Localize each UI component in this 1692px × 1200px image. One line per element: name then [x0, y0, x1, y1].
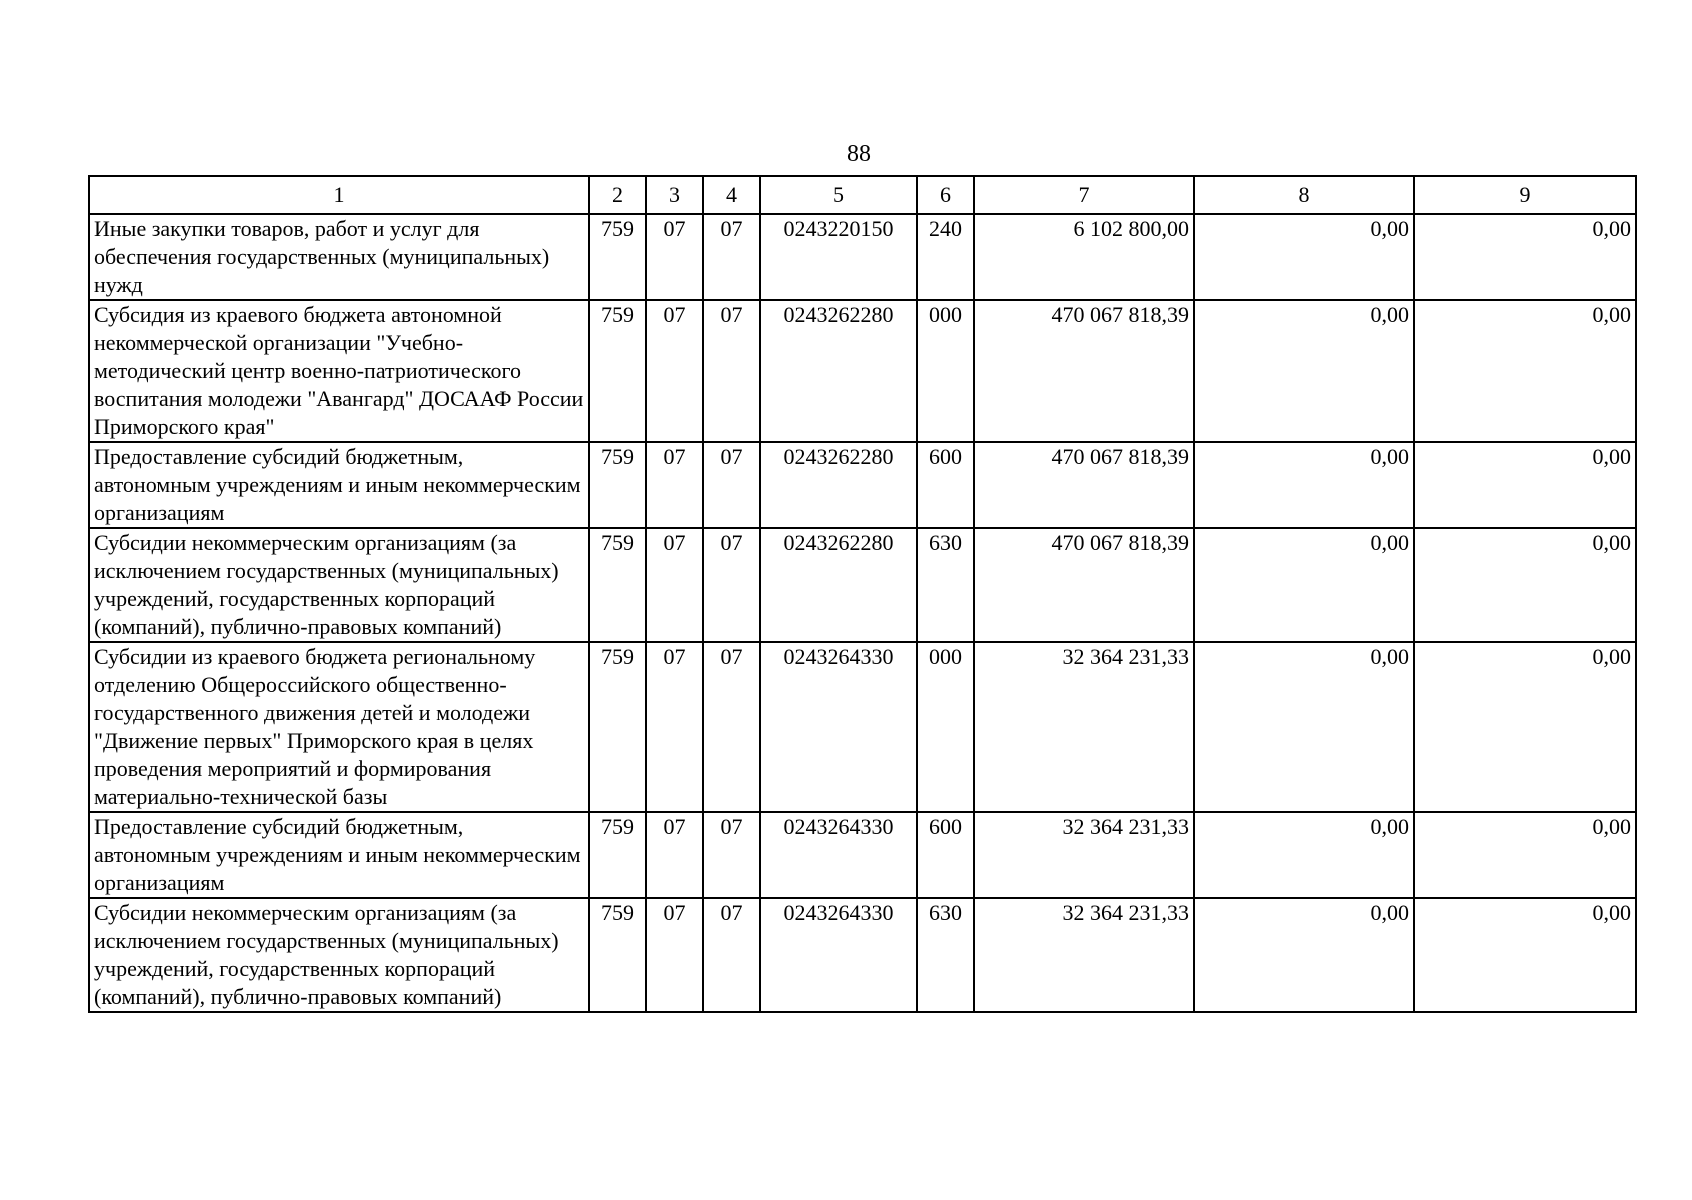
- row-code-4: 07: [703, 214, 760, 300]
- row-name: Иные закупки товаров, работ и услуг для обеспечения государственных (муниципальных) нужд: [89, 214, 589, 300]
- row-code-3: 07: [646, 812, 703, 898]
- row-amount-7: 470 067 818,39: [974, 300, 1194, 442]
- header-col-1: 1: [89, 176, 589, 214]
- header-col-6: 6: [917, 176, 974, 214]
- row-code-2: 759: [589, 214, 646, 300]
- row-amount-8: 0,00: [1194, 898, 1414, 1012]
- row-name: Предоставление субсидий бюджетным, автономным учреждениям и иным некоммерческим организациям: [89, 442, 589, 528]
- row-amount-7: 32 364 231,33: [974, 898, 1194, 1012]
- row-name: Субсидии из краевого бюджета региональному отделению Общероссийского общественно-государственного движения детей и молодежи "Движение первых" Приморского края в целях проведения мероприятий и формирования материально-технической базы: [89, 642, 589, 812]
- row-amount-9: 0,00: [1414, 812, 1636, 898]
- row-amount-7: 470 067 818,39: [974, 528, 1194, 642]
- row-code-6: 000: [917, 300, 974, 442]
- row-code-2: 759: [589, 642, 646, 812]
- row-code-2: 759: [589, 528, 646, 642]
- row-code-5: 0243220150: [760, 214, 917, 300]
- table-row: [89, 442, 1636, 528]
- table-row: [89, 898, 1636, 1012]
- row-code-6: 240: [917, 214, 974, 300]
- row-amount-7: 32 364 231,33: [974, 812, 1194, 898]
- page-number: 88: [847, 141, 871, 167]
- row-amount-9: 0,00: [1414, 214, 1636, 300]
- row-amount-7: 6 102 800,00: [974, 214, 1194, 300]
- row-code-3: 07: [646, 642, 703, 812]
- header-col-8: 8: [1194, 176, 1414, 214]
- row-code-3: 07: [646, 214, 703, 300]
- header-col-9: 9: [1414, 176, 1636, 214]
- row-code-4: 07: [703, 812, 760, 898]
- row-code-6: 630: [917, 528, 974, 642]
- row-amount-8: 0,00: [1194, 442, 1414, 528]
- header-col-5: 5: [760, 176, 917, 214]
- row-amount-9: 0,00: [1414, 642, 1636, 812]
- row-code-2: 759: [589, 442, 646, 528]
- row-code-2: 759: [589, 812, 646, 898]
- row-code-6: 600: [917, 442, 974, 528]
- row-code-5: 0243264330: [760, 812, 917, 898]
- row-amount-9: 0,00: [1414, 898, 1636, 1012]
- header-row: [89, 176, 1636, 214]
- row-code-4: 07: [703, 300, 760, 442]
- row-amount-8: 0,00: [1194, 642, 1414, 812]
- row-amount-8: 0,00: [1194, 528, 1414, 642]
- table-row: [89, 642, 1636, 812]
- row-code-3: 07: [646, 528, 703, 642]
- row-code-5: 0243264330: [760, 898, 917, 1012]
- header-col-4: 4: [703, 176, 760, 214]
- row-code-6: 000: [917, 642, 974, 812]
- row-name: Субсидии некоммерческим организациям (за исключением государственных (муниципальных) учреждений, государственных корпораций (компаний), публично-правовых компаний): [89, 528, 589, 642]
- row-amount-9: 0,00: [1414, 300, 1636, 442]
- row-code-3: 07: [646, 300, 703, 442]
- row-name: Субсидия из краевого бюджета автономной некоммерческой организации "Учебно-методический центр военно-патриотического воспитания молодежи "Авангард" ДОСААФ России Приморского края": [89, 300, 589, 442]
- row-amount-7: 32 364 231,33: [974, 642, 1194, 812]
- row-code-4: 07: [703, 642, 760, 812]
- row-code-4: 07: [703, 442, 760, 528]
- header-col-3: 3: [646, 176, 703, 214]
- row-code-3: 07: [646, 898, 703, 1012]
- row-amount-8: 0,00: [1194, 300, 1414, 442]
- row-amount-8: 0,00: [1194, 214, 1414, 300]
- row-code-6: 600: [917, 812, 974, 898]
- row-code-5: 0243262280: [760, 442, 917, 528]
- table-row: [89, 528, 1636, 642]
- row-code-2: 759: [589, 898, 646, 1012]
- row-code-3: 07: [646, 442, 703, 528]
- row-amount-7: 470 067 818,39: [974, 442, 1194, 528]
- row-code-4: 07: [703, 898, 760, 1012]
- header-col-2: 2: [589, 176, 646, 214]
- row-code-6: 630: [917, 898, 974, 1012]
- row-name: Субсидии некоммерческим организациям (за исключением государственных (муниципальных) учреждений, государственных корпораций (компаний), публично-правовых компаний): [89, 898, 589, 1012]
- row-code-5: 0243262280: [760, 528, 917, 642]
- row-code-4: 07: [703, 528, 760, 642]
- row-amount-8: 0,00: [1194, 812, 1414, 898]
- table-row: [89, 812, 1636, 898]
- row-code-2: 759: [589, 300, 646, 442]
- row-amount-9: 0,00: [1414, 442, 1636, 528]
- row-code-5: 0243264330: [760, 642, 917, 812]
- row-name: Предоставление субсидий бюджетным, автономным учреждениям и иным некоммерческим организациям: [89, 812, 589, 898]
- table-row: [89, 300, 1636, 442]
- row-code-5: 0243262280: [760, 300, 917, 442]
- row-amount-9: 0,00: [1414, 528, 1636, 642]
- budget-table: [88, 175, 1637, 1013]
- header-col-7: 7: [974, 176, 1194, 214]
- table-row: [89, 214, 1636, 300]
